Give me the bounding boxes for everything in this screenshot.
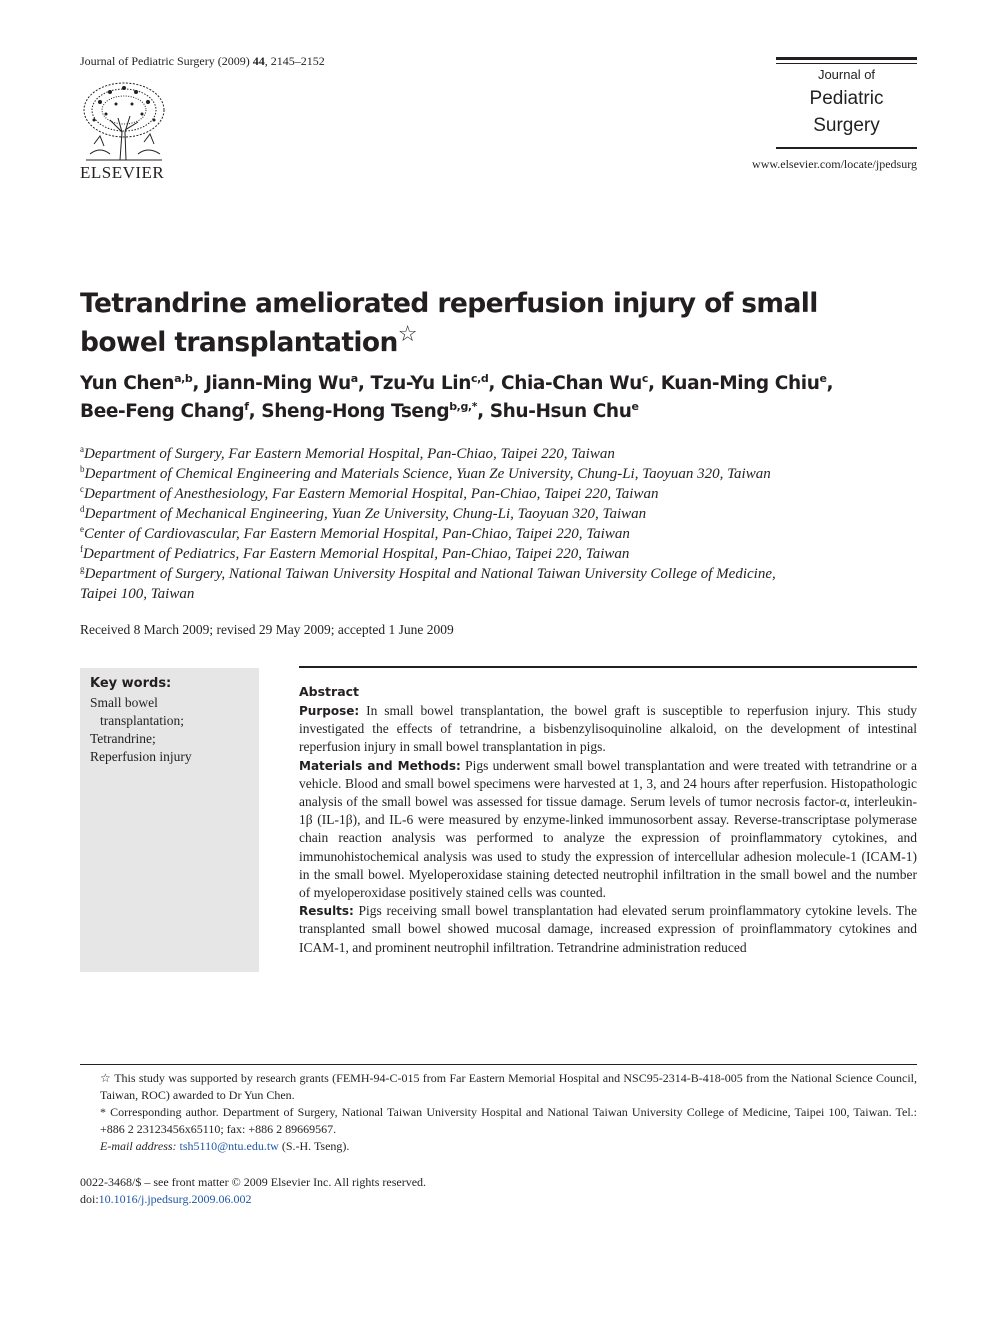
author-name[interactable]: Sheng-Hong Tseng	[261, 401, 450, 422]
article-title	[80, 284, 880, 362]
keyword[interactable]: Tetrandrine;	[90, 731, 156, 746]
footnote-rule	[80, 1064, 917, 1065]
copyright-line: 0022-3468/$ – see front matter © 2009 Elsevier Inc. All rights reserved.	[80, 1175, 427, 1189]
abstract-purpose: Purpose: In small bowel transplantation, the bowel graft is susceptible to reperfusion injury. This study investigated the effects of tetrandrine, a bisbenzylisoquinoline alkaloid, on the development of intestinal reperfusion injury in small bowel transplantation in pigs.	[299, 703, 917, 755]
author-name[interactable]: Chia-Chan Wu	[501, 373, 642, 394]
author-affiliation-marker: b,g,*	[449, 399, 478, 413]
author-name[interactable]: Kuan-Ming Chiu	[660, 373, 820, 394]
affiliation: $^e$Center of Cardiovascular, Far Eastern Memorial Hospital, Pan-Chiao, Taipei 220, Taiwan	[80, 524, 630, 542]
author-name[interactable]: Bee-Feng Chang	[80, 401, 245, 422]
affiliation: $^c$Department of Anesthesiology, Far Eastern Memorial Hospital, Pan-Chiao, Taipei 220, Taiwan	[80, 484, 659, 502]
keywords-box	[80, 668, 259, 972]
affiliation-continued: Taipei 100, Taiwan	[80, 586, 195, 602]
author-affiliation-marker: a	[350, 371, 358, 385]
affiliation-list	[80, 444, 910, 604]
email-link[interactable]: tsh5110@ntu.edu.tw	[179, 1139, 279, 1153]
author-affiliation-marker: a,b	[174, 371, 193, 385]
star-footnote-marker[interactable]: ☆	[397, 322, 417, 348]
journal-url[interactable]: www.elsevier.com/locate/jpedsurg	[752, 157, 917, 171]
star-footnote-marker: ☆	[100, 1071, 112, 1085]
author-name[interactable]: Tzu-Yu Lin	[370, 373, 471, 394]
journal-logo-line3: Surgery	[813, 115, 880, 136]
abstract-rule	[299, 666, 917, 668]
journal-logo-line1: Journal of	[817, 67, 876, 82]
keyword[interactable]: Small bowel	[90, 695, 158, 710]
section-label: Purpose:	[299, 704, 360, 718]
corresponding-author-footnote: * Corresponding author. Department of Surgery, National Taiwan University Hospital and National Taiwan University College of Medicine, Taipei 100, Taiwan. Tel.: +886 2 23123456x65110; fax: +886 2 89669567.	[100, 1105, 917, 1136]
journal-logo-rule	[776, 63, 917, 64]
affiliation: $^a$Department of Surgery, Far Eastern Memorial Hospital, Pan-Chiao, Taipei 220, Taiwan	[80, 444, 615, 462]
journal-logo-line2: Pediatric	[809, 88, 884, 109]
section-label: Materials and Methods:	[299, 758, 461, 773]
journal-citation: Journal of Pediatric Surgery (2009) 44, 2145–2152	[80, 54, 325, 68]
author-affiliation-marker: c,d	[470, 371, 489, 385]
journal-logo	[776, 57, 917, 149]
author-affiliation-marker: e	[631, 399, 639, 413]
author-name[interactable]: Jiann-Ming Wu	[205, 373, 351, 394]
author-name[interactable]: Shu-Hsun Chu	[489, 401, 632, 422]
author-affiliation-marker: c	[641, 371, 649, 385]
section-label: Results:	[299, 904, 354, 919]
author-affiliation-marker: e	[819, 371, 827, 385]
keyword[interactable]: transplantation;	[100, 713, 184, 728]
publisher-name: ELSEVIER	[80, 163, 165, 182]
affiliation: $^d$Department of Mechanical Engineering, Yuan Ze University, Chung-Li, Taoyuan 320, Taiwan	[80, 504, 647, 522]
footnotes	[80, 1070, 917, 1155]
received-dates: Received 8 March 2009; revised 29 May 2009; accepted 1 June 2009	[80, 622, 454, 637]
keyword[interactable]: Reperfusion injury	[90, 749, 192, 764]
funding-footnote: ☆ This study was supported by research grants (FEMH-94-C-015 from Far Eastern Memorial Hospital and NSC95-2314-B-418-005 from the National Science Council, Taiwan, ROC) awarded to Dr Yun Chen.	[100, 1071, 917, 1102]
elsevier-tree-logo	[80, 80, 168, 162]
keywords-heading: Key words:	[90, 676, 172, 691]
abstract-heading: Abstract	[299, 684, 360, 699]
doi-line: doi:10.1016/j.jpedsurg.2009.06.002	[80, 1192, 252, 1206]
author-list: Yun Chen$^{a,b}$, Jiann-Ming Wu$^a$, Tzu-Yu Lin$^{c,d}$, Chia-Chan Wu$^c$, Kuan-Ming Chiu$^e$, Bee-Feng Chang$^f$, Sheng-Hong Tseng$^{b,g,*}$, Shu-Hsun Chu$^e$	[80, 371, 834, 422]
abstract-results: Results: Pigs receiving small bowel transplantation had elevated serum proinflammatory cytokine levels. The transplanted small bowel showed mucosal damage, increased expression of proinflammatory cytokines and ICAM-1, and prominent neutrophil infiltration. Tetrandrine administration reduced	[299, 903, 917, 955]
abstract-body	[299, 702, 917, 957]
affiliation: $^g$Department of Surgery, National Taiwan University Hospital and National Taiwan University College of Medicine,	[80, 564, 776, 582]
author-name[interactable]: Yun Chen	[80, 373, 175, 394]
email-footnote: E-mail address: tsh5110@ntu.edu.tw (S.-H. Tseng).	[100, 1139, 350, 1153]
affiliation: $^b$Department of Chemical Engineering and Materials Science, Yuan Ze University, Chung-Li, Taoyuan 320, Taiwan	[80, 464, 771, 482]
abstract-methods: Materials and Methods: Pigs underwent small bowel transplantation and were treated with tetrandrine or a vehicle. Blood and small bowel specimens were harvested at 1, 3, and 24 hours after reperfusion. Histopathologic analysis of the small bowel was assessed for tissue damage. Serum levels of tumor necrosis factor-α, interleukin-1β (IL-1β), and IL-6 were measured by enzyme-linked immunosorbent assay. Reverse-transcriptase polymerase chain reaction analysis was performed to analyze the expression of proinflammatory cytokines, and immunohistochemical analysis was used to study the expression of intercellular adhesion molecule-1 (ICAM-1) in the small bowel. Myeloperoxidase staining detected neutrophil infiltration in the small bowel and the number of myeloperoxidase positively stained cells was counted.	[299, 757, 917, 901]
journal-logo-rule	[776, 147, 917, 149]
author-affiliation-marker: f	[244, 399, 249, 413]
doi-link[interactable]: 10.1016/j.jpedsurg.2009.06.002	[98, 1192, 252, 1206]
affiliation: $^f$Department of Pediatrics, Far Eastern Memorial Hospital, Pan-Chiao, Taipei 220, Taiwan	[80, 544, 630, 562]
article-title-line2: bowel transplantation	[80, 327, 398, 358]
article-title-line1: Tetrandrine ameliorated reperfusion injury of small	[80, 288, 818, 319]
journal-logo-rule	[776, 57, 917, 60]
front-matter	[80, 1174, 426, 1208]
